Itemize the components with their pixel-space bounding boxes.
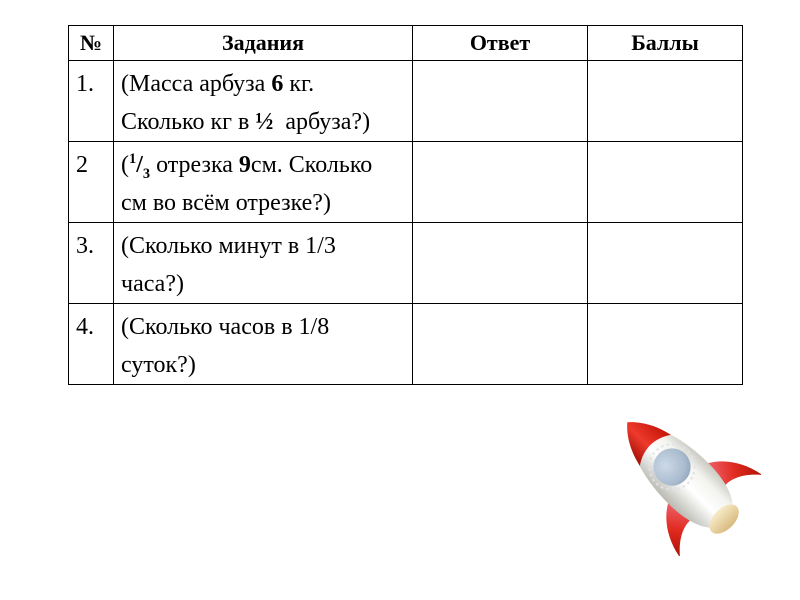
answer-cell xyxy=(413,223,588,304)
answer-cell xyxy=(413,142,588,223)
task-cell: (Сколько часов в 1/8 суток?) xyxy=(114,304,413,385)
task-cell: ($^1/_3$ отрезка 9см. Сколько см во всём отрезке?) xyxy=(114,142,413,223)
col-header-points: Баллы xyxy=(588,26,743,61)
row-number: 2 xyxy=(69,142,114,223)
rocket-image xyxy=(599,394,761,556)
task-cell: (Сколько минут в 1/3 часа?) xyxy=(114,223,413,304)
answer-cell xyxy=(413,61,588,142)
rocket-icon xyxy=(599,394,761,556)
table-row xyxy=(69,304,743,385)
task-cell: (Масса арбуза 6 кг. Сколько кг в ½ арбуза?) xyxy=(114,61,413,142)
col-header-answer: Ответ xyxy=(413,26,588,61)
points-cell xyxy=(588,142,743,223)
points-cell xyxy=(588,304,743,385)
row-number: 1. xyxy=(69,61,114,142)
points-cell xyxy=(588,61,743,142)
col-header-task: Задания xyxy=(114,26,413,61)
answer-cell xyxy=(413,304,588,385)
quiz-table xyxy=(68,25,743,385)
table-row xyxy=(69,223,743,304)
table-row xyxy=(69,61,743,142)
points-cell xyxy=(588,223,743,304)
row-number: 4. xyxy=(69,304,114,385)
row-number: 3. xyxy=(69,223,114,304)
col-header-num: № xyxy=(69,26,114,61)
header-row xyxy=(69,26,743,61)
table-row xyxy=(69,142,743,223)
